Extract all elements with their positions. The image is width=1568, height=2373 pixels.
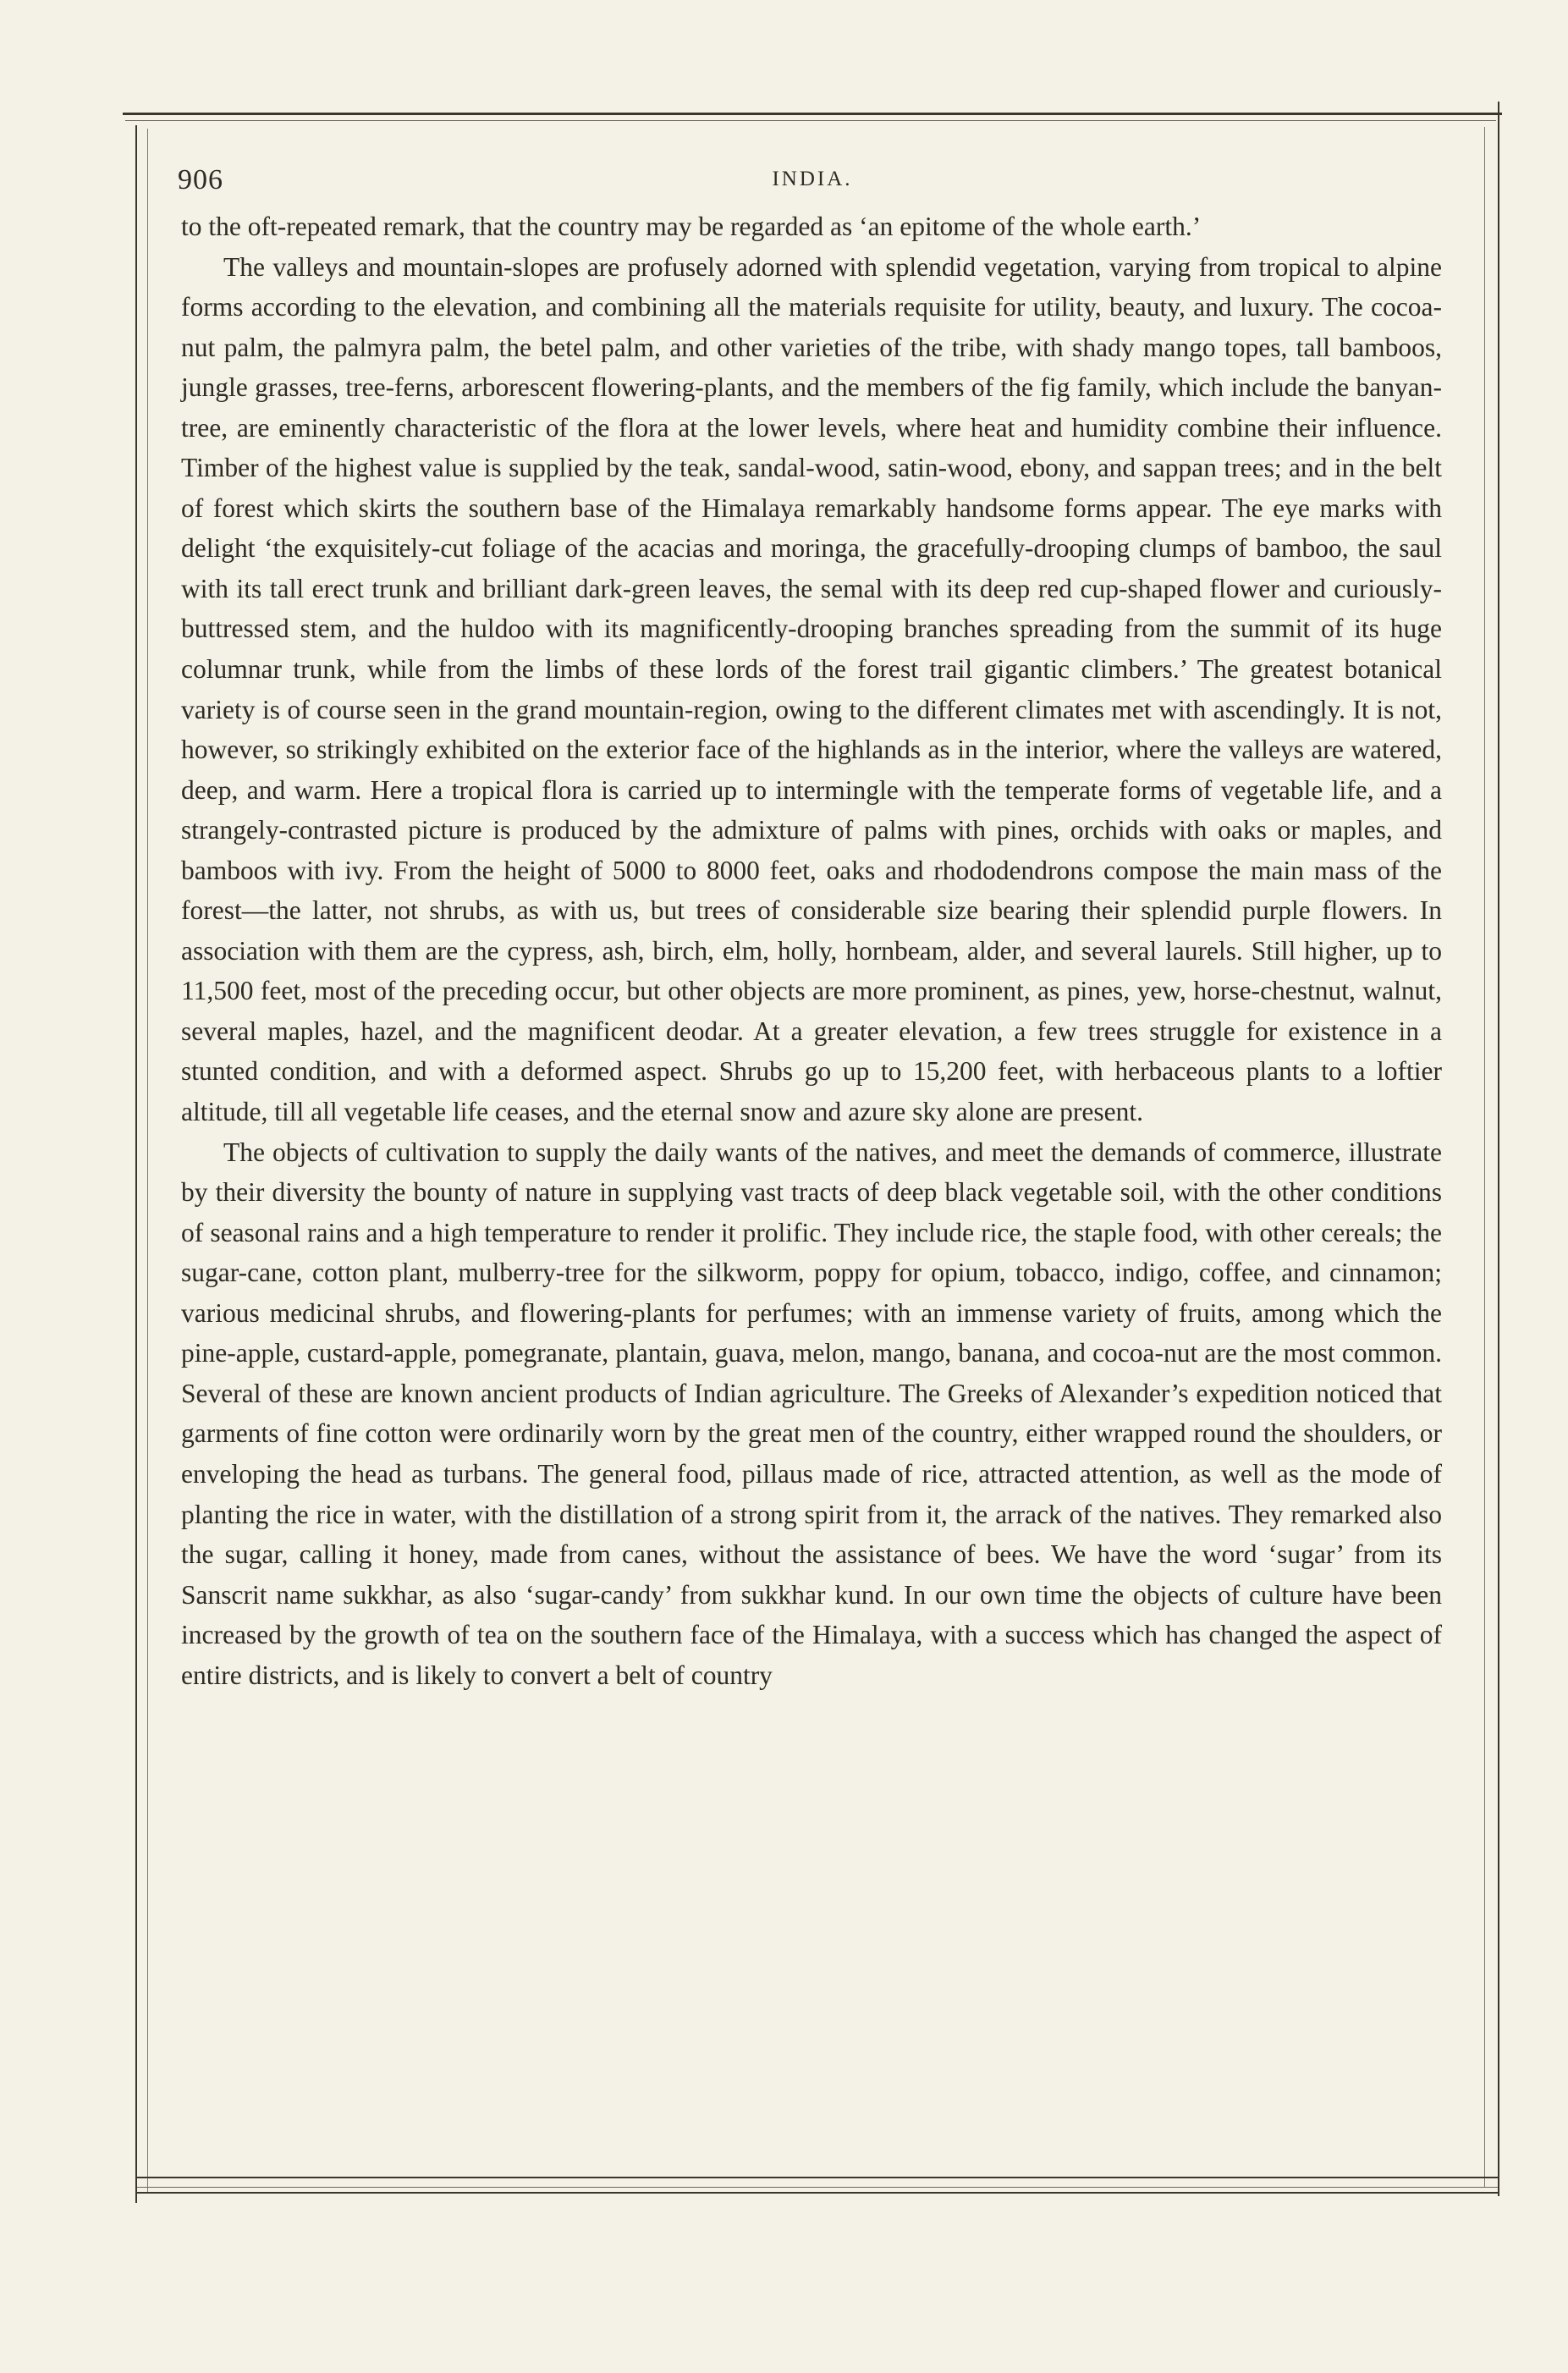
running-head: INDIA.	[772, 168, 853, 190]
top-border-rule-inner	[125, 120, 1496, 121]
bottom-border-rule-middle	[137, 2187, 1498, 2188]
top-border-rule	[123, 113, 1502, 115]
page-number: 906	[178, 164, 223, 195]
body-text	[181, 206, 1442, 1695]
paragraph-cultivation: The objects of cultivation to supply the daily wants of the natives, and meet the demands of commerce, illustrate by their diversity the bounty of nature in supplying vast tracts of deep black vegetable soil, with the other conditions of seasonal rains and a high temperature to render it prolific. They include rice, the staple food, with other cereals; the sugar-cane, cotton plant, mulberry-tree for the silkworm, poppy for opium, tobacco, indigo, coffee, and cinnamon; various medicinal shrubs, and flowering-plants for perfumes; with an immense variety of fruits, among which the pine-apple, custard-apple, pomegranate, plantain, guava, melon, mango, banana, and cocoa-nut are the most common. Several of these are known ancient products of Indian agriculture. The Greeks of Alexander’s expedition noticed that garments of fine cotton were ordinarily worn by the great men of the country, either wrapped round the shoulders, or enveloping the head as turbans. The general food, pillaus made of rice, attracted attention, as well as the mode of planting the rice in water, with the distillation of a strong spirit from it, the arrack of the natives. They remarked also the sugar, calling it honey, made from canes, without the assistance of bees. We have the word ‘sugar’ from its Sanscrit name sukkhar, as also ‘sugar-candy’ from sukkhar kund. In our own time the objects of culture have been increased by the growth of tea on the southern face of the Himalaya, with a success which has changed the aspect of entire districts, and is likely to convert a belt of country	[181, 1137, 1442, 1690]
right-border-rule	[1498, 102, 1499, 2196]
paragraph-vegetation: The valleys and mountain-slopes are profusely adorned with splendid vegetation, varying from tropical to alpine forms according to the elevation, and combining all the materials requisite for utility, beauty, and luxury. The cocoa-nut palm, the palmyra palm, the betel palm, and other varieties of the tribe, with shady mango topes, tall bamboos, jungle grasses, tree-ferns, arborescent flowering-plants, and the members of the fig family, which include the banyan-tree, are eminently characteristic of the flora at the lower levels, where heat and humidity combine their influence. Timber of the highest value is supplied by the teak, sandal-wood, satin-wood, ebony, and sappan trees; and in the belt of forest which skirts the southern base of the Himalaya remarkably handsome forms appear. The eye marks with delight ‘the exquisitely-cut foliage of the acacias and moringa, the gracefully-drooping clumps of bamboo, the saul with its tall erect trunk and brilliant dark-green leaves, the semal with its deep red cup-shaped flower and curiously-buttressed stem, and the huldoo with its magnificently-drooping branches spreading from the summit of its huge columnar trunk, while from the limbs of these lords of the forest trail gigantic climbers.’ The greatest botanical variety is of course seen in the grand mountain-region, owing to the different climates met with ascendingly. It is not, however, so strikingly exhibited on the exterior face of the highlands as in the interior, where the valleys are watered, deep, and warm. Here a tropical flora is carried up to intermingle with the temperate forms of vegetable life, and a strangely-contrasted picture is produced by the admixture of palms with pines, orchids with oaks or maples, and bamboos with ivy. From the height of 5000 to 8000 feet, oaks and rhododendrons compose the main mass of the forest—the latter, not shrubs, as with us, but trees of considerable size bearing their splendid purple flowers. In association with them are the cypress, ash, birch, elm, holly, hornbeam, alder, and several laurels. Still higher, up to 11,500 feet, most of the preceding occur, but other objects are more prominent, as pines, yew, horse-chestnut, walnut, several maples, hazel, and the magnificent deodar. At a greater elevation, a few trees struggle for existence in a stunted condition, and with a deformed aspect. Shrubs go up to 15,200 feet, with herbaceous plants to a loftier altitude, till all vegetable life ceases, and the eternal snow and azure sky alone are present.	[181, 251, 1442, 1127]
left-border-rule	[135, 125, 137, 2203]
bottom-border-rule-outer	[137, 2192, 1498, 2194]
paragraph-continuation: to the oft-repeated remark, that the country may be regarded as ‘an epitome of the whole earth.’	[181, 212, 1202, 241]
bottom-border-rule	[137, 2177, 1498, 2178]
left-border-rule-inner	[147, 129, 148, 2194]
page-header	[178, 164, 1447, 198]
right-border-rule-inner	[1484, 127, 1485, 2188]
